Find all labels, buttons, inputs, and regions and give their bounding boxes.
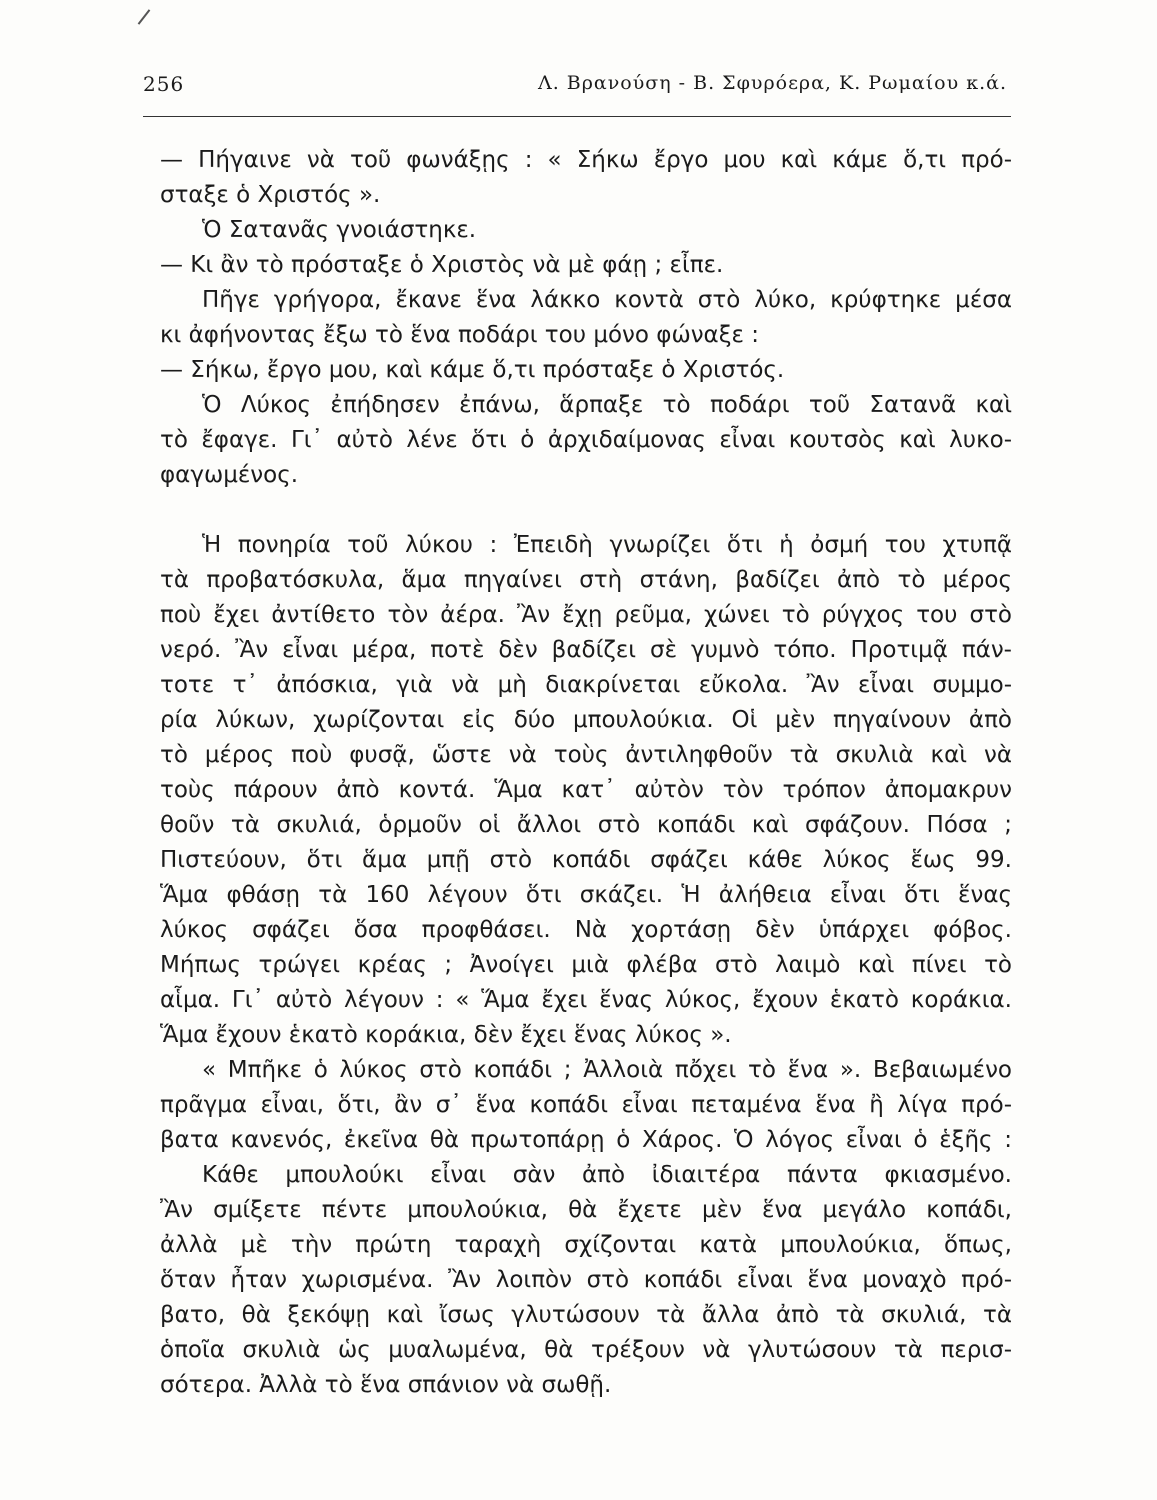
text-line: σταξε ὁ Χριστός ». (160, 182, 381, 208)
running-title: Λ. Βρανούση - Β. Σφυρόερα, Κ. Ρωμαίου κ.ά. (537, 72, 1007, 94)
text-line: βατο, θὰ ξεκόψῃ καὶ ἴσως γλυτώσουν τὰ ἄλλα ἀπὸ τὰ σκυλιά, τὰ (160, 1302, 1012, 1328)
text-line: θοῦν τὰ σκυλιά, ὁρμοῦν οἱ ἄλλοι στὸ κοπάδι καὶ σφάζουν. Πόσα ; (160, 812, 1012, 838)
text-line: Ὁ Σατανᾶς γνοιάστηκε. (202, 217, 477, 243)
text-line: φαγωμένος. (160, 462, 298, 488)
text-line: σότερα. Ἀλλὰ τὸ ἕνα σπάνιον νὰ σωθῇ. (160, 1372, 612, 1398)
text-line: πρᾶγμα εἶναι, ὅτι, ἂν σ᾿ ἕνα κοπάδι εἶναι πεταμένα ἕνα ἢ λίγα πρό- (160, 1092, 1012, 1118)
text-line: αἷμα. Γι᾿ αὐτὸ λέγουν : « Ἅμα ἔχει ἕνας λύκος, ἔχουν ἑκατὸ κοράκια. (160, 987, 1012, 1013)
text-line: ρία λύκων, χωρίζονται εἰς δύο μπουλούκια. Οἱ μὲν πηγαίνουν ἀπὸ (160, 707, 1012, 733)
header-rule (143, 116, 1011, 117)
paragraph-gap (160, 493, 1012, 528)
stray-pencil-mark (138, 9, 151, 24)
text-line: Ὁ Λύκος ἐπήδησεν ἐπάνω, ἅρπαξε τὸ ποδάρι τοῦ Σατανᾶ καὶ (202, 392, 1012, 418)
text-line: Κάθε μπουλούκι εἶναι σὰν ἀπὸ ἰδιαιτέρα πάντα φκιασμένο. (202, 1162, 1012, 1188)
text-line: ὁποῖα σκυλιὰ ὡς μυαλωμένα, θὰ τρέξουν νὰ γλυτώσουν τὰ περισ- (160, 1337, 1012, 1363)
body-text (160, 143, 1012, 1403)
page-number: 256 (143, 72, 185, 96)
text-line: Ἅμα φθάσῃ τὰ 160 λέγουν ὅτι σκάζει. Ἡ ἀλήθεια εἶναι ὅτι ἕνας (160, 882, 1012, 908)
text-line: τοτε τ᾿ ἀπόσκια, γιὰ νὰ μὴ διακρίνεται εὔκολα. Ἂν εἶναι συμμο- (160, 672, 1012, 698)
text-line: ποὺ ἔχει ἀντίθετο τὸν ἀέρα. Ἂν ἔχῃ ρεῦμα, χώνει τὸ ρύγχος του στὸ (160, 602, 1012, 628)
text-line: Ἡ πονηρία τοῦ λύκου : Ἐπειδὴ γνωρίζει ὅτι ἡ ὀσμή του χτυπᾷ (202, 532, 1012, 558)
text-line: Ἅμα ἔχουν ἑκατὸ κοράκια, δὲν ἔχει ἕνας λύκος ». (160, 1022, 732, 1048)
text-line: Πῆγε γρήγορα, ἔκανε ἕνα λάκκο κοντὰ στὸ λύκο, κρύφτηκε μέσα (202, 287, 1012, 313)
text-line: νερό. Ἂν εἶναι μέρα, ποτὲ δὲν βαδίζει σὲ γυμνὸ τόπο. Προτιμᾷ πάν- (160, 637, 1012, 663)
text-line: τὸ μέρος ποὺ φυσᾷ, ὥστε νὰ τοὺς ἀντιληφθοῦν τὰ σκυλιὰ καὶ νὰ (160, 742, 1012, 768)
text-line: — Σήκω, ἔργο μου, καὶ κάμε ὅ,τι πρόσταξε ὁ Χριστός. (160, 357, 785, 383)
text-line: ἀλλὰ μὲ τὴν πρώτη ταραχὴ σχίζονται κατὰ μπουλούκια, ὅπως, (160, 1232, 1012, 1258)
text-line: ὅταν ἦταν χωρισμένα. Ἂν λοιπὸν στὸ κοπάδι εἶναι ἕνα μοναχὸ πρό- (160, 1267, 1012, 1293)
running-header (143, 72, 1013, 112)
text-line: — Κι ἂν τὸ πρόσταξε ὁ Χριστὸς νὰ μὲ φάῃ ; εἶπε. (160, 252, 724, 278)
text-line: Μήπως τρώγει κρέας ; Ἀνοίγει μιὰ φλέβα στὸ λαιμὸ καὶ πίνει τὸ (160, 952, 1012, 978)
text-line: Πιστεύουν, ὅτι ἅμα μπῇ στὸ κοπάδι σφάζει κάθε λύκος ἕως 99. (160, 847, 1012, 873)
text-line: τὸ ἔφαγε. Γι᾿ αὐτὸ λένε ὅτι ὁ ἀρχιδαίμονας εἶναι κουτσὸς καὶ λυκο- (160, 427, 1012, 453)
text-line: Ἂν σμίξετε πέντε μπουλούκια, θὰ ἔχετε μὲν ἕνα μεγάλο κοπάδι, (160, 1197, 1012, 1223)
text-line: τοὺς πάρουν ἀπὸ κοντά. Ἅμα κατ᾿ αὐτὸν τὸν τρόπον ἀπομακρυν (160, 777, 1012, 803)
text-line: — Πήγαινε νὰ τοῦ φωνάξῃς : « Σήκω ἔργο μου καὶ κάμε ὅ,τι πρό- (160, 147, 1012, 173)
text-line: τὰ προβατόσκυλα, ἅμα πηγαίνει στὴ στάνη, βαδίζει ἀπὸ τὸ μέρος (160, 567, 1012, 593)
text-line: κι ἀφήνοντας ἔξω τὸ ἕνα ποδάρι του μόνο φώναξε : (160, 322, 760, 348)
text-line: βατα κανενός, ἐκεῖνα θὰ πρωτοπάρῃ ὁ Χάρος. Ὁ λόγος εἶναι ὁ ἑξῆς : (160, 1127, 1012, 1153)
text-line: « Μπῆκε ὁ λύκος στὸ κοπάδι ; Ἀλλοιὰ πὄχει τὸ ἕνα ». Βεβαιωμένο (202, 1057, 1012, 1083)
text-line: λύκος σφάζει ὅσα προφθάσει. Νὰ χορτάσῃ δὲν ὑπάρχει φόβος. (160, 917, 1012, 943)
